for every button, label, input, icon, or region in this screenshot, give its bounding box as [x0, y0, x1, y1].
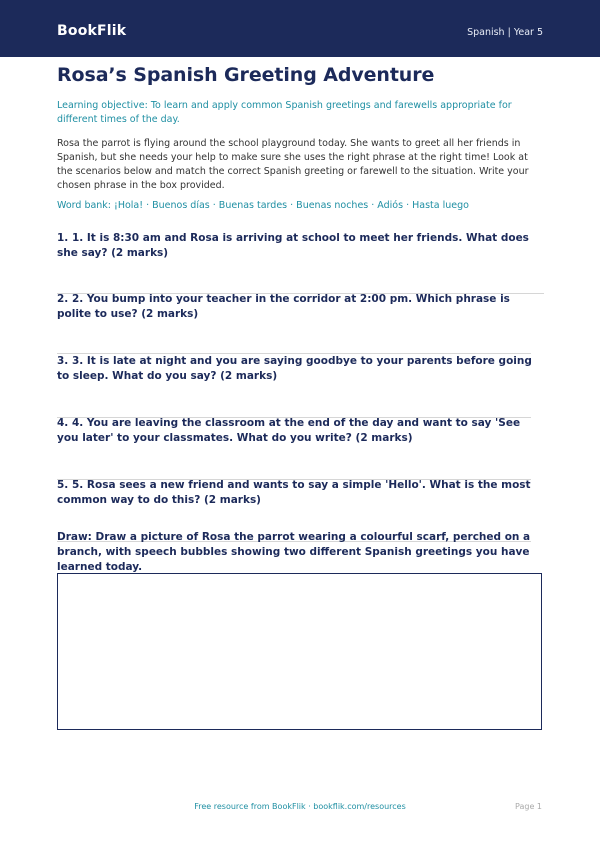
drawing-task: Draw: Draw a picture of Rosa the parrot wearing a colourful scarf, perched on a branch, with speech bubbles showing two different Spanish greetings you have learned today. [57, 531, 531, 573]
page-header [0, 0, 600, 57]
question-2: 2. 2. You bump into your teacher in the corridor at 2:00 pm. Which phrase is polite to use? (2 marks) [57, 293, 510, 320]
page-number: Page 1 [515, 802, 542, 811]
question-3: 3. 3. It is late at night and you are saying goodbye to your parents before going to sleep. What do you say? (2 marks) [57, 355, 532, 382]
question-4: 4. 4. You are leaving the classroom at the end of the day and want to say 'See you later' to your classmates. What do you write? (2 marks) [57, 417, 521, 444]
intro-paragraph: Rosa the parrot is flying around the school playground today. She wants to greet all her friends in Spanish, but she needs your help to make sure she uses the right phrase at the right time! Look at the scenarios below and match the correct Spanish greeting or farewell to the situation. Write your chosen phrase in the box provided. [57, 138, 529, 191]
footer-credit: Free resource from BookFlik · bookflik.com/resources [194, 802, 406, 811]
learning-objective: Learning objective: To learn and apply common Spanish greetings and farewells appropriate for different times of the day. [57, 100, 512, 125]
drawing-area[interactable] [57, 573, 542, 730]
question-1: 1. 1. It is 8:30 am and Rosa is arriving at school to meet her friends. What does she say? (2 marks) [57, 232, 529, 259]
subject-year-label: Spanish | Year 5 [467, 27, 543, 38]
word-bank: Word bank: ¡Hola! · Buenos días · Buenas tardes · Buenas noches · Adiós · Hasta luego [57, 200, 469, 211]
worksheet-title: Rosa’s Spanish Greeting Adventure [57, 64, 435, 86]
question-5: 5. 5. Rosa sees a new friend and wants to say a simple 'Hello'. What is the most common way to do this? (2 marks) [57, 479, 531, 506]
brand-logo: BookFlik [57, 23, 127, 39]
